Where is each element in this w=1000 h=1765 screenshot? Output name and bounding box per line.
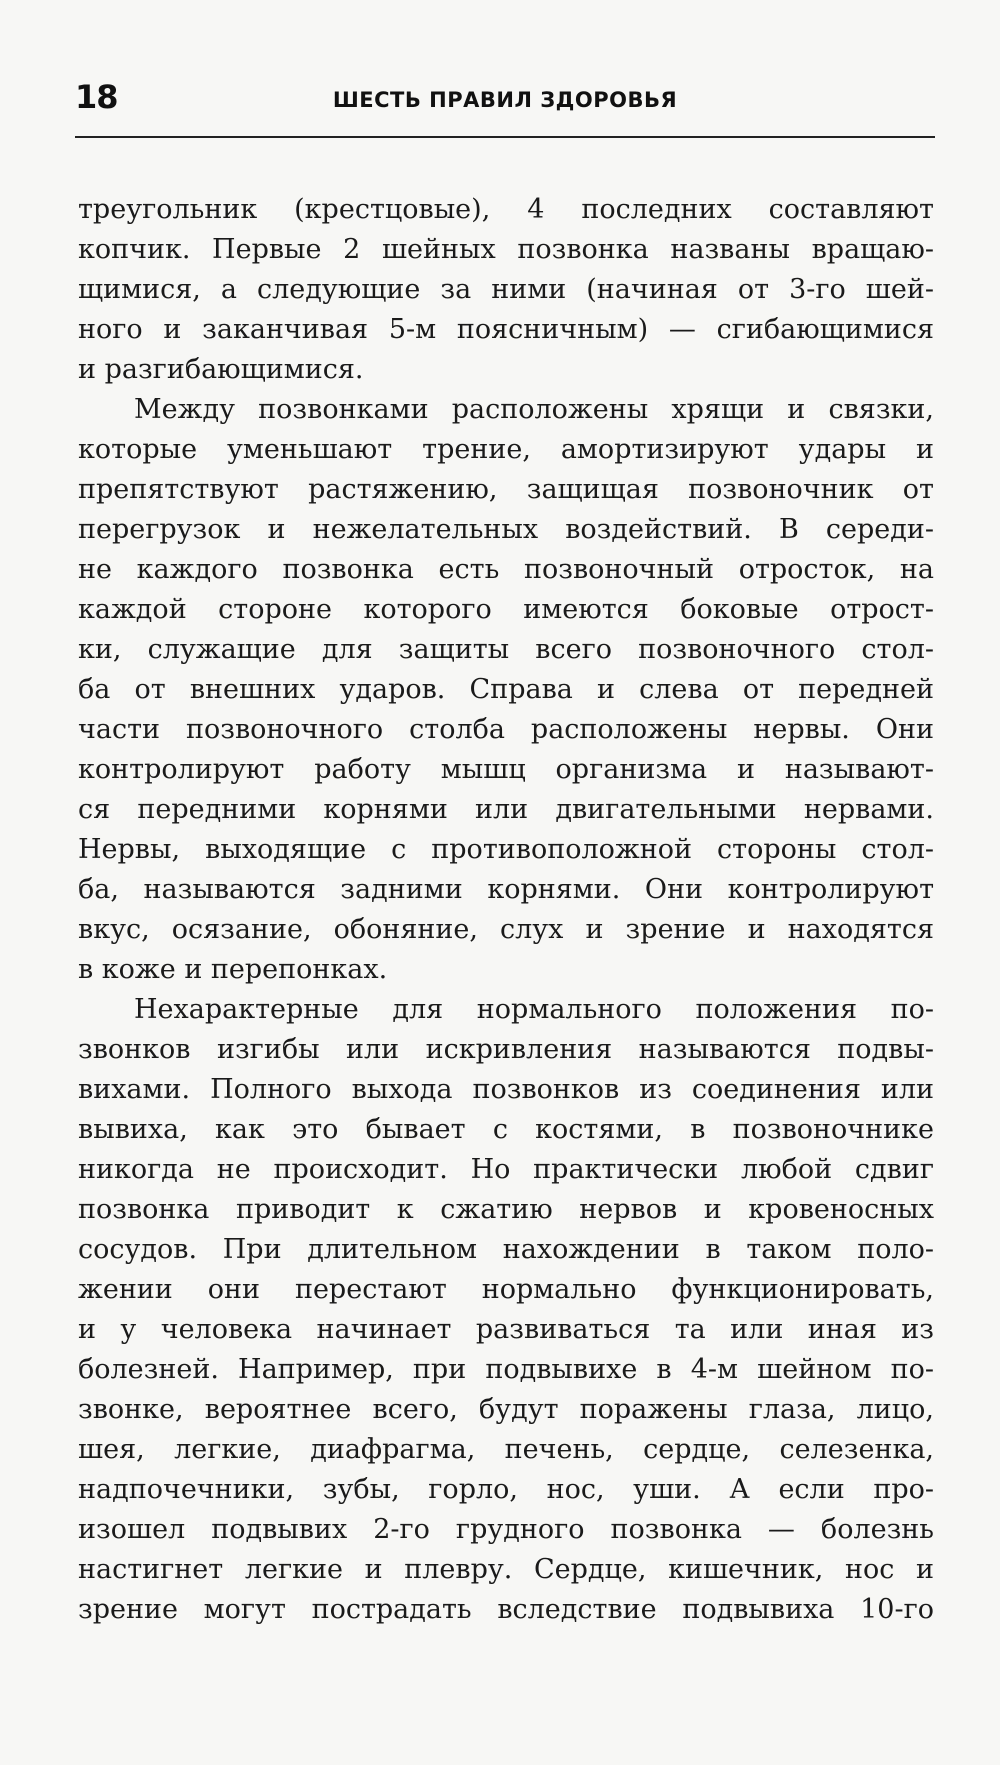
text-line: ба, называются задними корнями. Они контролируют: [78, 874, 934, 905]
text-line: треугольник (крестцовые), 4 последних составляют: [78, 194, 934, 225]
text-line: каждой стороне которого имеются боковые отрост-: [78, 594, 934, 625]
text-line: зрение могут пострадать вследствие подвывиха 10-го: [78, 1594, 934, 1625]
text-line: копчик. Первые 2 шейных позвонка названы вращаю-: [78, 234, 934, 265]
text-line: вкус, осязание, обоняние, слух и зрение и находятся: [78, 914, 934, 945]
page-header: [75, 78, 935, 128]
text-line: позвонка приводит к сжатию нервов и кровеносных: [78, 1194, 934, 1225]
text-line: и у человека начинает развиваться та или иная из: [78, 1314, 934, 1345]
text-line: в коже и перепонках.: [78, 954, 388, 985]
text-line: сосудов. При длительном нахождении в таком поло-: [78, 1234, 934, 1265]
text-line: перегрузок и нежелательных воздействий. В середи-: [78, 514, 934, 545]
text-line: болезней. Например, при подвывихе в 4-м шейном по-: [78, 1354, 934, 1385]
text-line: изошел подвывих 2-го грудного позвонка — болезнь: [78, 1514, 934, 1545]
page-number: 18: [75, 78, 118, 116]
text-line: ного и заканчивая 5-м поясничным) — сгибающимися: [78, 314, 934, 345]
text-line: жении они перестают нормально функционировать,: [78, 1274, 934, 1305]
text-line: ки, служащие для защиты всего позвоночного стол-: [78, 634, 934, 665]
running-title: ШЕСТЬ ПРАВИЛ ЗДОРОВЬЯ: [332, 88, 678, 112]
text-line: не каждого позвонка есть позвоночный отросток, на: [78, 554, 934, 585]
text-line: звонке, вероятнее всего, будут поражены глаза, лицо,: [78, 1394, 934, 1425]
text-line: вывиха, как это бывает с костями, в позвоночнике: [78, 1114, 934, 1145]
text-line: вихами. Полного выхода позвонков из соединения или: [78, 1074, 934, 1105]
text-line: контролируют работу мышц организма и называют-: [78, 754, 934, 785]
text-line: ба от внешних ударов. Справа и слева от передней: [78, 674, 934, 705]
text-line: которые уменьшают трение, амортизируют удары и: [78, 434, 934, 465]
body-text: [78, 190, 934, 1630]
text-line: препятствуют растяжению, защищая позвоночник от: [78, 474, 934, 505]
text-line: и разгибающимися.: [78, 354, 364, 385]
text-line: части позвоночного столба расположены нервы. Они: [78, 714, 934, 745]
text-line: Нехарактерные для нормального положения по-: [134, 994, 934, 1025]
text-line: никогда не происходит. Но практически любой сдвиг: [78, 1154, 934, 1185]
text-line: надпочечники, зубы, горло, нос, уши. А если про-: [78, 1474, 934, 1505]
text-line: Нервы, выходящие с противоположной стороны стол-: [78, 834, 934, 865]
text-line: ся передними корнями или двигательными нервами.: [78, 794, 934, 825]
text-line: Между позвонками расположены хрящи и связки,: [134, 394, 934, 425]
text-line: звонков изгибы или искривления называются подвы-: [78, 1034, 934, 1065]
header-divider: [75, 136, 935, 138]
text-line: шея, легкие, диафрагма, печень, сердце, селезенка,: [78, 1434, 934, 1465]
text-line: настигнет легкие и плевру. Сердце, кишечник, нос и: [78, 1554, 934, 1585]
text-line: щимися, а следующие за ними (начиная от 3-го шей-: [78, 274, 934, 305]
